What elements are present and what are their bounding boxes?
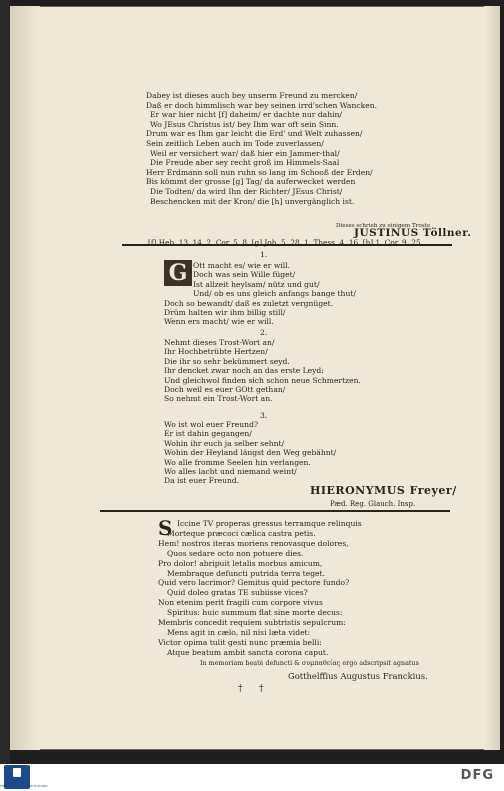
poem1-line: Beschencken mit der Kron/ die [h] unvergänglich ist.: [150, 196, 355, 206]
st3-line: Wo ist wol euer Freund?: [164, 420, 259, 429]
latin-line: Quid doleo gratas TE subiisse vices?: [167, 588, 308, 598]
st2-line: Ihr dencket zwar noch an das erste Leyd:: [164, 366, 324, 376]
dfg-logo[interactable]: DFG: [460, 768, 494, 783]
stanza-3-number: 3.: [260, 411, 268, 420]
signature-2-title: Pæd. Reg. Glauch. Insp.: [330, 500, 416, 508]
st1-line: Doch so bewandt/ daß es zuletzt vergnüget.: [164, 298, 334, 308]
signature-1-name: JUSTINUS Töllner.: [354, 227, 472, 239]
poem1-line: Die Todten/ da wird Ihn der Richter/ JEsus Christ/: [150, 187, 343, 196]
st1-line: Drüm halten wir ihm billig still/: [164, 308, 286, 317]
st3-line: Da ist euer Freund.: [164, 476, 240, 486]
stanza-2-number: 2.: [260, 328, 268, 337]
poem1-line: Weil er versichert war/ daß hier ein Jammer-thal/: [150, 148, 340, 158]
latin-line: Quos sedare octo non potuere dies.: [167, 548, 304, 558]
dropcap-g: G: [164, 260, 192, 286]
st1-line: Und/ ob es uns gleich anfangs bange thut/: [193, 289, 356, 299]
latin-line: Victor opima tulit gesti nunc præmia belli:: [158, 637, 322, 647]
latin-line: Hem! nostros iteras moriens renovasque dolores,: [158, 538, 349, 548]
latin-line: Atque beatum ambit sancta corona caput.: [167, 647, 329, 657]
dropcap-s: S: [158, 516, 173, 540]
poem1-line: Die Freude aber sey recht groß im Himmels-Saal: [150, 158, 340, 168]
st2-line: Die ihr so sehr bekümmert seyd.: [164, 356, 290, 366]
cross-mark-1: †: [238, 684, 243, 694]
latin-line: Non etenim perit fragili cum corpore vivus: [158, 598, 323, 608]
st3-line: Wohin der Heyland längst den Weg gebähnt/: [164, 448, 337, 458]
latin-line: Mens agit in cælo, nil nisi læta videt:: [167, 627, 311, 637]
signature-2-name: HIERONYMUS Freyer/: [310, 484, 457, 497]
poem1-line: Er war hier nicht [f] daheim/ er dachte nur dahin/: [150, 110, 342, 120]
st1-line: Ott macht es/ wie er will.: [193, 261, 291, 270]
latin-line: Spiritus: huic summum flat sine morte decus:: [167, 608, 343, 618]
poem1-line: Sein zeitlich Leben auch im Tode zuverlassen/: [146, 139, 324, 148]
scripture-references: [f] Heb. 13, 14. 2. Cor. 5, 8. [g] Joh. 5, 28. 1. Thess. 4. 16. [h] 1. Cor. 9, 25.: [148, 238, 423, 247]
latin-line: Membraque defuncti putrida terra teget.: [167, 568, 326, 578]
st2-line: Und gleichwol finden sich schon neue Schmertzen.: [164, 375, 361, 385]
latin-dedication: In memoriam beatè defuncti & συμπαθείας ergo adscripsit agnatus: [200, 659, 419, 667]
poem1-line: Dabey ist dieses auch bey unserm Freund zu mercken/: [146, 91, 358, 100]
poem1-line: Drum war es Ihm gar leicht die Erd' und Welt zuhassen/: [146, 129, 363, 139]
poem1-line: Herr Erdmann soll nun ruhn so lang im Schooß der Erden/: [146, 167, 373, 177]
st2-line: Nehmt dieses Trost-Wort an/: [164, 338, 275, 347]
latin-line: Morteque præcoci cælica castra petis.: [167, 528, 316, 538]
st3-line: Er ist dahin gegangen/: [164, 429, 252, 439]
divider-middle: [100, 510, 450, 512]
st3-line: Wohin ihr euch ja selber sehnt/: [164, 438, 285, 448]
latin-line: Membris concedit requiem subtristis sepulcrum:: [158, 618, 346, 627]
st2-line: Ihr Hochbetrübte Hertzen/: [164, 347, 268, 357]
latin-line: Pro dolor! abripuit letalis morbus amicum,: [158, 558, 323, 568]
poem1-line: Bis kömmt der grosse [g] Tag/ da auferwecket werden: [146, 177, 356, 187]
st3-line: Wo alle fromme Seelen hin verlangen.: [164, 457, 311, 467]
latin-line: Iccine TV properas gressus terramque relinquis: [177, 519, 362, 528]
stanza-1-number: 1.: [260, 250, 268, 259]
latin-line: Quid vero lacrimor? Gemitus quid pectore fundo?: [158, 578, 350, 588]
st1-line: Ist allzeit heylsam/ nütz und gut/: [193, 279, 320, 289]
st2-line: So nehmt ein Trost-Wort an.: [164, 394, 273, 404]
poem1-line: Wo JEsus Christus ist/ bey Ihm war oft sein Sinn.: [150, 119, 339, 129]
st1-line: Doch was sein Wille füget/: [193, 270, 296, 280]
cross-mark-2: †: [259, 684, 264, 694]
st1-line: Wenn ers macht/ wie er will.: [164, 317, 274, 327]
poem1-line: Daß er doch himmlisch war bey seinen irrd'schen Wancken.: [146, 100, 377, 110]
viewer-footer: [0, 764, 504, 791]
logo-caption: FRANCKESCHE STIFTUNGEN: [0, 784, 48, 788]
st2-line: Doch weil es euer GOtt gethan/: [164, 385, 286, 394]
st3-line: Wo alles lacht und niemand weint/: [164, 467, 297, 476]
signature-3-name: Gotthelffius Augustus Franckius.: [288, 671, 428, 681]
signature-1-note: Dieses schrieb zu einigem Troste: [336, 223, 431, 229]
